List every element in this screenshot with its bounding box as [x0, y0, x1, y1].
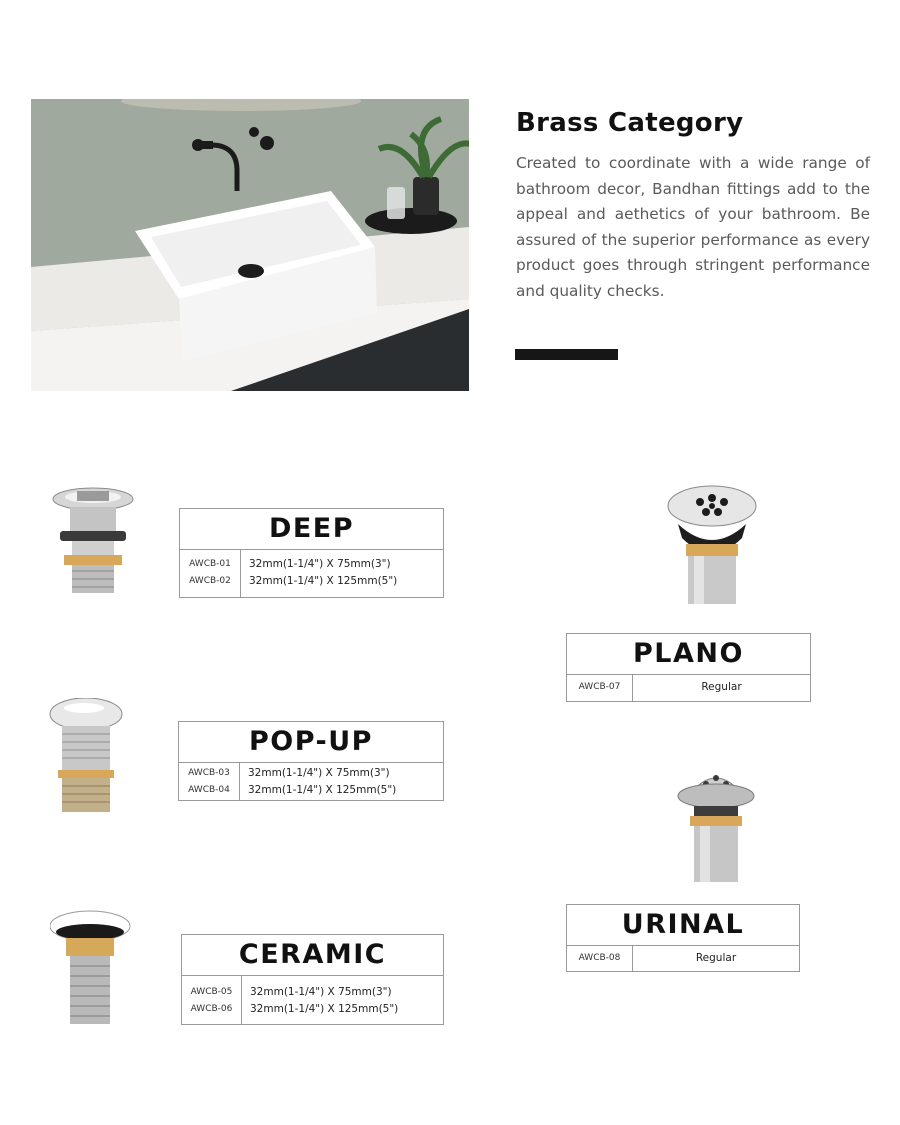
plano-waste-image: [664, 484, 760, 608]
product-size: 32mm(1-1/4") X 75mm(3"): [249, 558, 391, 570]
deep-waste-image: [50, 485, 136, 597]
popup-spec-table: [178, 721, 444, 801]
deep-spec-table: [179, 508, 444, 598]
product-code: AWCB-03: [188, 768, 230, 778]
product-code: AWCB-01: [189, 559, 231, 569]
product-name: DEEP: [180, 509, 443, 550]
product-name: CERAMIC: [182, 935, 443, 976]
page-title: Brass Category: [516, 108, 744, 138]
section-description: Created to coordinate with a wide range of bathroom decor, Bandhan fittings add to the appeal and aethetics of your bathroom. Be assured of the superior performance as every product goes through stringent performance and quality checks.: [516, 154, 870, 300]
product-name: POP-UP: [179, 722, 443, 763]
product-code: AWCB-07: [578, 682, 621, 692]
product-size: 32mm(1-1/4") X 125mm(5"): [250, 1003, 399, 1015]
popup-waste-image: [48, 698, 128, 816]
product-code: AWCB-06: [190, 1004, 233, 1014]
product-size: 32mm(1-1/4") X 125mm(5"): [249, 575, 398, 587]
product-size: Regular: [695, 952, 737, 964]
product-name: PLANO: [567, 634, 810, 675]
urinal-waste-image: [676, 768, 756, 886]
product-size: Regular: [701, 681, 742, 693]
product-size: 32mm(1-1/4") X 75mm(3"): [248, 767, 390, 779]
product-code: AWCB-05: [190, 987, 233, 997]
product-code: AWCB-04: [188, 785, 230, 795]
plano-spec-table: [566, 633, 811, 702]
product-code: AWCB-02: [189, 576, 231, 586]
ceramic-waste-image: [50, 910, 134, 1028]
decorative-bar: [515, 349, 618, 360]
product-size: 32mm(1-1/4") X 75mm(3"): [250, 986, 392, 998]
urinal-spec-table: [566, 904, 800, 972]
hero-bathroom-photo: [31, 99, 469, 391]
product-size: 32mm(1-1/4") X 125mm(5"): [248, 784, 397, 796]
ceramic-spec-table: [181, 934, 444, 1025]
product-name: URINAL: [567, 905, 799, 946]
product-code: AWCB-08: [578, 953, 621, 963]
